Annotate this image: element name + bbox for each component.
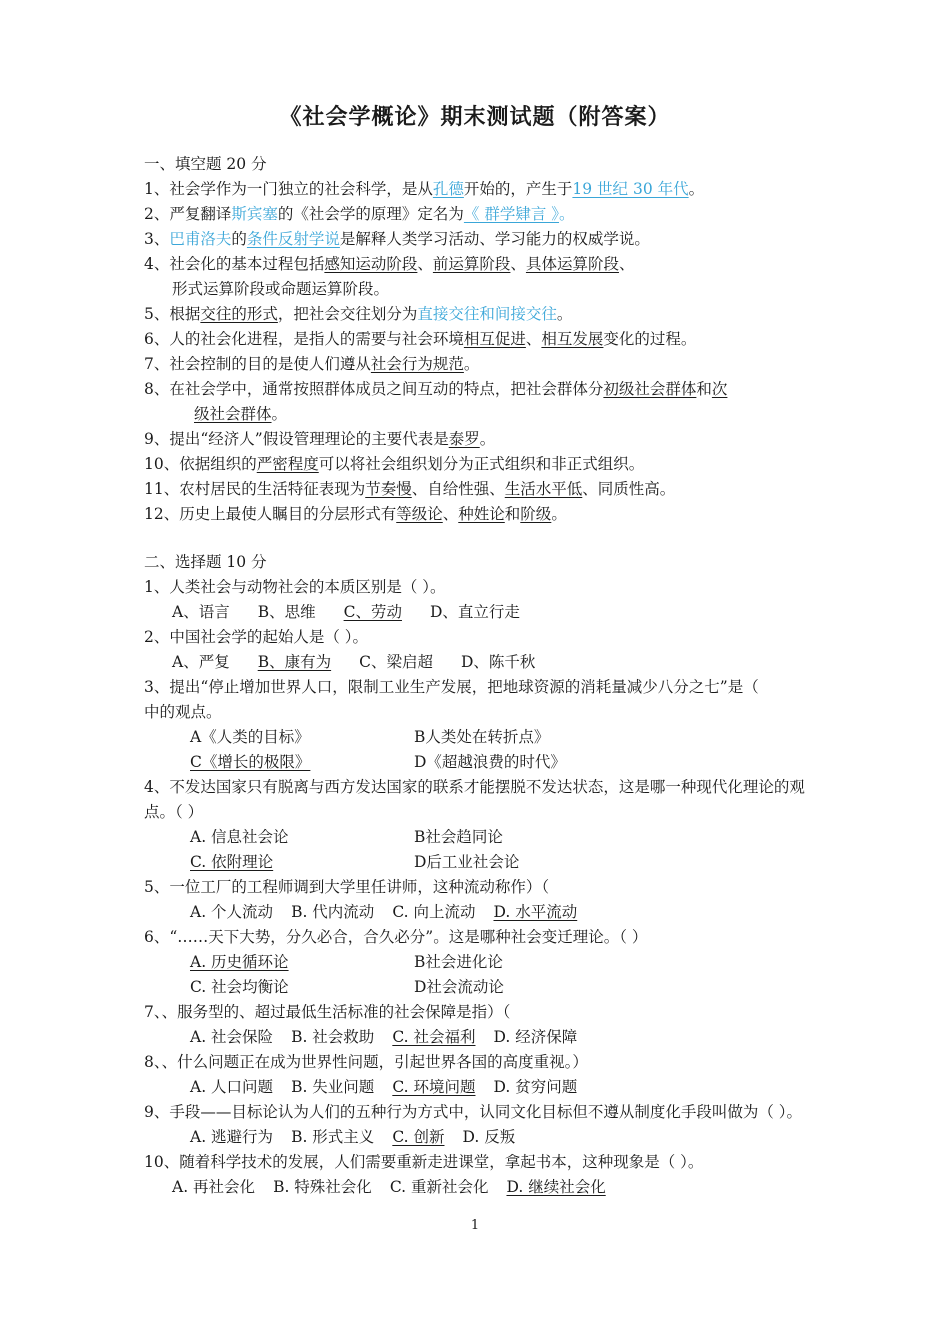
choice-q4-options-row2: C. 依附理论 D后工业社会论 bbox=[190, 853, 520, 871]
fill-q7: 7、社会控制的目的是使人们遵从社会行为规范。 bbox=[144, 355, 480, 373]
fill-q11: 11、农村居民的生活特征表现为节奏慢、自给性强、生活水平低、同质性高。 bbox=[144, 480, 676, 498]
answer: 等级论 bbox=[396, 505, 443, 523]
page-number: 1 bbox=[470, 1218, 480, 1233]
answer: C. 创新 bbox=[392, 1128, 445, 1146]
answer: A. 历史循环论 bbox=[190, 953, 289, 971]
answer: 相互促进 bbox=[463, 330, 526, 348]
answer: 巴甫洛夫 bbox=[169, 230, 232, 248]
choice-header: 二、选择题 10 分 bbox=[144, 553, 267, 571]
choice-q7-stem: 7、、服务型的、超过最低生活标准的社会保障是指）（ bbox=[144, 1003, 511, 1021]
fill-q12: 12、历史上最使人瞩目的分层形式有等级论、种姓论和阶级。 bbox=[144, 505, 567, 523]
answer: 泰罗 bbox=[448, 430, 480, 448]
fill-q9: 9、提出“经济人”假设管理理论的主要代表是泰罗。 bbox=[144, 430, 496, 448]
answer: 次 bbox=[711, 380, 728, 398]
choice-q3-stem: 3、提出“停止增加世界人口，限制工业生产发展，把地球资源的消耗量减少八分之七”是（ bbox=[144, 678, 759, 696]
choice-q1-options: A、语言 B、思维 C、劳动 D、直立行走 bbox=[172, 603, 520, 621]
answer: C《增长的极限》 bbox=[190, 753, 311, 771]
answer: 条件反射学说 bbox=[246, 230, 340, 248]
answer: C. 依附理论 bbox=[190, 853, 274, 871]
answer: 交往的形式 bbox=[200, 305, 278, 323]
answer: B、康有为 bbox=[257, 653, 332, 671]
choice-q2-options: A、严复 B、康有为 C、梁启超 D、陈千秋 bbox=[172, 653, 536, 671]
answer: 具体运算阶段 bbox=[525, 255, 619, 273]
choice-q6-options-row1: A. 历史循环论 B社会进化论 bbox=[190, 953, 503, 971]
fill-header: 一、填空题 20 分 bbox=[144, 155, 267, 173]
answer: 节奏慢 bbox=[365, 480, 412, 498]
choice-q4-stem-cont: 点。（ ） bbox=[144, 803, 204, 821]
answer: 孔德 bbox=[432, 180, 464, 198]
choice-q9-stem: 9、手段——目标论认为人们的五种行为方式中，认同文化目标但不遵从制度化手段叫做为（ ）。 bbox=[144, 1103, 803, 1121]
page-title: 《社会学概论》期末测试题（附答案） bbox=[279, 105, 671, 130]
choice-q8-stem: 8、、什么问题正在成为世界性问题，引起世界各国的高度重视。） bbox=[144, 1053, 588, 1071]
choice-q8-options: A. 人口问题 B. 失业问题 C. 环境问题 D. 贫穷问题 bbox=[190, 1078, 578, 1096]
answer: 直接交往和间接交往 bbox=[417, 305, 557, 323]
choice-q6-options-row2: C. 社会均衡论 D社会流动论 bbox=[190, 978, 504, 996]
answer: D. 继续社会化 bbox=[506, 1178, 606, 1196]
answer: 生活水平低 bbox=[504, 480, 583, 498]
answer: 社会行为规范 bbox=[370, 355, 464, 373]
answer: 级社会群体 bbox=[194, 405, 272, 423]
fill-q2: 2、严复翻译斯宾塞的《社会学的原理》定名为《 群学肄言 》。 bbox=[144, 205, 575, 223]
choice-q3-stem-cont: 中的观点。 bbox=[144, 703, 222, 721]
answer: C. 环境问题 bbox=[392, 1078, 476, 1096]
fill-q5: 5、根据交往的形式，把社会交往划分为直接交往和间接交往。 bbox=[144, 305, 573, 323]
choice-q3-options-row2: C《增长的极限》 D《超越浪费的时代》 bbox=[190, 753, 566, 771]
answer: 前运算阶段 bbox=[432, 255, 511, 273]
choice-q5-options: A. 个人流动 B. 代内流动 C. 向上流动 D. 水平流动 bbox=[190, 903, 578, 921]
choice-q6-stem: 6、“……天下大势，分久必合，合久必分”。这是哪种社会变迁理论。（ ） bbox=[144, 928, 648, 946]
answer: 19 世纪 30 年代 bbox=[572, 180, 689, 198]
choice-q5-stem: 5、一位工厂的工程师调到大学里任讲师，这种流动称作）（ bbox=[144, 878, 550, 896]
answer: 感知运动阶段 bbox=[324, 255, 418, 273]
answer: 相互发展 bbox=[541, 330, 604, 348]
choice-q10-options: A. 再社会化 B. 特殊社会化 C. 重新社会化 D. 继续社会化 bbox=[172, 1178, 606, 1196]
fill-q8: 8、在社会学中，通常按照群体成员之间互动的特点，把社会群体分初级社会群体和次 bbox=[144, 380, 728, 398]
fill-q3: 3、巴甫洛夫的条件反射学说是解释人类学习活动、学习能力的权威学说。 bbox=[144, 230, 650, 248]
choice-q4-options-row1: A. 信息社会论 B社会趋同论 bbox=[190, 828, 503, 846]
answer: 初级社会群体 bbox=[603, 380, 697, 398]
fill-q4-cont: 形式运算阶段或命题运算阶段。 bbox=[172, 280, 390, 298]
choice-q3-options-row1: A《人类的目标》 B人类处在转折点》 bbox=[190, 728, 550, 746]
answer: 严密程度 bbox=[256, 455, 319, 473]
answer: 阶级 bbox=[520, 505, 552, 523]
answer: 种姓论 bbox=[458, 505, 505, 523]
fill-q1: 1、社会学作为一门独立的社会科学，是从孔德开始的，产生于19 世纪 30 年代。 bbox=[144, 180, 705, 198]
choice-q7-options: A. 社会保险 B. 社会救助 C. 社会福利 D. 经济保障 bbox=[190, 1028, 578, 1046]
fill-q8-cont: 级社会群体。 bbox=[194, 405, 288, 423]
choice-q4-stem: 4、不发达国家只有脱离与西方发达国家的联系才能摆脱不发达状态，这是哪一种现代化理论的观 bbox=[144, 778, 805, 796]
fill-q6: 6、人的社会化进程，是指人的需要与社会环境相互促进、相互发展变化的过程。 bbox=[144, 330, 697, 348]
choice-q2-stem: 2、中国社会学的起始人是（ ）。 bbox=[144, 628, 369, 646]
choice-section bbox=[144, 550, 864, 1200]
answer: C、劳动 bbox=[343, 603, 402, 621]
fill-section bbox=[144, 152, 864, 527]
answer: 斯宾塞 bbox=[231, 205, 278, 223]
fill-q10: 10、依据组织的严密程度可以将社会组织划分为正式组织和非正式组织。 bbox=[144, 455, 645, 473]
fill-q4: 4、社会化的基本过程包括感知运动阶段、前运算阶段、具体运算阶段、 bbox=[144, 255, 635, 273]
answer: 《 群学肄言 》 bbox=[463, 205, 560, 223]
choice-q10-stem: 10、随着科学技术的发展，人们需要重新走进课堂，拿起书本，这种现象是（ ）。 bbox=[144, 1153, 704, 1171]
answer: C. 社会福利 bbox=[392, 1028, 476, 1046]
choice-q1-stem: 1、人类社会与动物社会的本质区别是（ ）。 bbox=[144, 578, 446, 596]
answer: D. 水平流动 bbox=[493, 903, 578, 921]
choice-q9-options: A. 逃避行为 B. 形式主义 C. 创新 D. 反叛 bbox=[190, 1128, 516, 1146]
